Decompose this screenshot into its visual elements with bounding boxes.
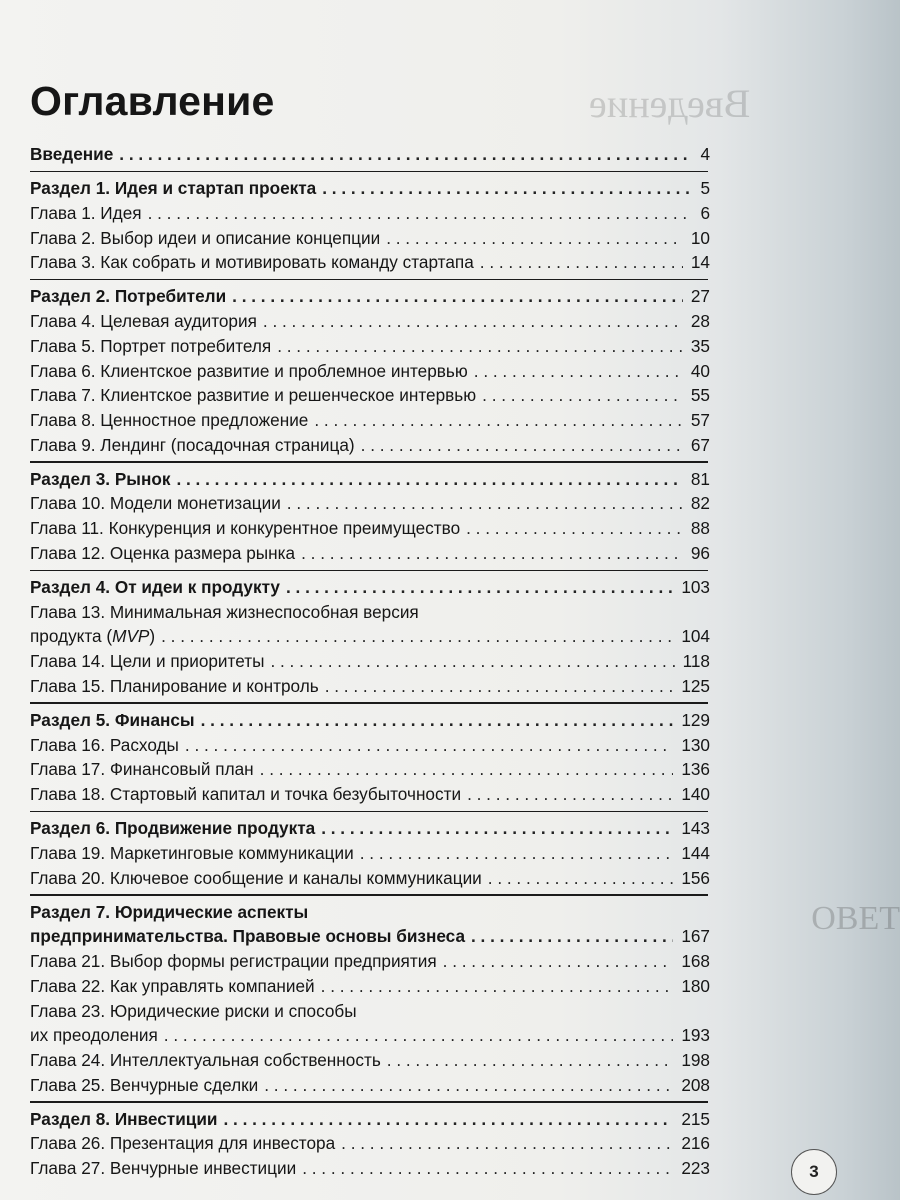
toc-entry-title: Глава 7. Клиентское развитие и решенческое интервью: [30, 385, 477, 406]
toc-page-number: 6: [700, 202, 710, 223]
toc-entry-title: Глава 11. Конкуренция и конкурентное преимущество: [30, 518, 461, 539]
toc-entry-title: Раздел 4. От идеи к продукту: [30, 577, 280, 597]
toc-chapter-row[interactable]: [30, 949, 710, 974]
toc-page-number: 144: [681, 842, 710, 863]
toc-chapter-row[interactable]: [30, 491, 710, 516]
dot-leader: [301, 541, 683, 566]
toc-section-row[interactable]: [30, 284, 710, 309]
toc-entry-title: Глава 14. Цели и приоритеты: [30, 651, 265, 672]
section-divider: [30, 894, 708, 896]
toc-chapter-row[interactable]: [30, 433, 710, 458]
dot-leader: [232, 284, 683, 309]
toc-section-row[interactable]: [30, 924, 710, 949]
toc-chapter-row[interactable]: [30, 649, 710, 674]
toc-entry-title: Глава 3. Как собрать и мотивировать команду стартапа: [30, 252, 474, 273]
toc-page-number: 125: [681, 675, 710, 696]
toc-entry-title: Глава 21. Выбор формы регистрации предприятия: [30, 951, 437, 972]
toc-page-number: 130: [681, 734, 710, 755]
toc-entry-title: Глава 22. Как управлять компанией: [30, 975, 315, 996]
toc-entry-title: Глава 2. Выбор идеи и описание концепции: [30, 227, 381, 248]
dot-leader: [148, 201, 693, 226]
toc-entry-title: Раздел 5. Финансы: [30, 709, 195, 730]
dot-leader: [185, 733, 673, 758]
dot-leader: [270, 649, 674, 674]
toc-chapter-row[interactable]: [30, 226, 710, 251]
toc-page-number: 10: [690, 227, 710, 248]
toc-page-number: 215: [681, 1108, 710, 1129]
toc-chapter-row[interactable]: [30, 600, 710, 625]
section-divider: [30, 811, 708, 813]
section-divider: [30, 570, 708, 572]
toc-entry-title: Глава 17. Финансовый план: [30, 759, 254, 780]
dot-leader: [488, 866, 674, 891]
page-heading: Оглавление: [30, 78, 275, 124]
toc-page-number: 35: [690, 335, 710, 356]
toc-page-number: 216: [681, 1133, 710, 1154]
toc-page-number: 140: [681, 784, 710, 804]
toc-page-number: 156: [681, 867, 710, 888]
dot-leader: [467, 782, 673, 807]
bleed-through-side-text: ОВЕТ: [811, 900, 900, 937]
dot-leader: [466, 516, 683, 541]
dot-leader: [223, 1107, 673, 1132]
toc-page-number: 167: [681, 926, 710, 947]
toc-page-number: 4: [700, 144, 710, 164]
toc-entry-title: Глава 5. Портрет потребителя: [30, 335, 272, 356]
toc-chapter-row[interactable]: [30, 250, 710, 275]
toc-chapter-row[interactable]: [30, 1048, 710, 1073]
toc-chapter-row[interactable]: [30, 334, 710, 359]
toc-entry-title: Глава 26. Презентация для инвестора: [30, 1133, 336, 1154]
toc-page-number: 28: [690, 311, 710, 332]
dot-leader: [119, 142, 692, 167]
dot-leader: [264, 1073, 673, 1098]
toc-section-row[interactable]: [30, 142, 710, 167]
toc-chapter-row[interactable]: [30, 782, 710, 807]
toc-page-number: 180: [681, 975, 710, 996]
toc-entry-title: Глава 6. Клиентское развитие и проблемное интервью: [30, 360, 468, 381]
toc-chapter-row[interactable]: [30, 841, 710, 866]
dot-leader: [263, 309, 683, 334]
toc-page-number: 168: [681, 951, 710, 972]
toc-page-number: 55: [690, 385, 710, 406]
toc-page-number: 129: [681, 709, 710, 730]
toc-entry-title: Раздел 2. Потребители: [30, 286, 227, 307]
toc-entry-title: их преодоления: [30, 1025, 158, 1046]
section-divider: [30, 702, 708, 704]
section-divider: [30, 279, 708, 281]
dot-leader: [480, 250, 683, 275]
toc-page-number: 198: [681, 1049, 710, 1070]
toc-page-number: 208: [681, 1074, 710, 1095]
toc-section-row[interactable]: [30, 176, 710, 201]
toc-entry-title: Глава 15. Планирование и контроль: [30, 675, 319, 696]
toc-entry-title: продукта (MVP): [30, 626, 156, 647]
toc-page-number: 193: [681, 1025, 710, 1046]
dot-leader: [302, 1156, 673, 1181]
toc-entry-title: Раздел 7. Юридические аспекты: [30, 901, 309, 922]
toc-chapter-row[interactable]: [30, 1131, 710, 1156]
toc-section-row[interactable]: [30, 1107, 710, 1132]
dot-leader: [321, 974, 674, 999]
toc-chapter-row[interactable]: [30, 1156, 710, 1181]
toc-entry-title: Глава 16. Расходы: [30, 734, 179, 755]
section-divider: [30, 171, 708, 173]
toc-entry-title: Глава 25. Венчурные сделки: [30, 1074, 259, 1095]
toc-entry-title: Глава 19. Маркетинговые коммуникации: [30, 842, 354, 863]
dot-leader: [286, 575, 673, 600]
toc-page-number: 57: [690, 409, 710, 430]
toc-entry-title: Глава 10. Модели монетизации: [30, 493, 281, 514]
toc-page-number: [702, 999, 710, 1024]
section-divider: [30, 461, 708, 463]
toc-page-number: 96: [690, 542, 710, 563]
dot-leader: [164, 1023, 674, 1048]
toc-chapter-row[interactable]: [30, 866, 710, 891]
toc-chapter-row[interactable]: [30, 541, 710, 566]
dot-leader: [387, 1048, 674, 1073]
dot-leader: [260, 757, 674, 782]
toc-section-row[interactable]: [30, 900, 710, 925]
toc-section-row[interactable]: [30, 816, 710, 841]
page-number-badge: 3: [791, 1149, 837, 1195]
toc-page-number: 27: [690, 286, 710, 307]
toc-chapter-row[interactable]: [30, 1073, 710, 1098]
toc-entry-title: Глава 23. Юридические риски и способы: [30, 1000, 357, 1021]
toc-chapter-row[interactable]: [30, 999, 710, 1024]
toc-entry-title: Раздел 6. Продвижение продукта: [30, 818, 316, 839]
toc-page-number: 136: [681, 759, 710, 780]
toc-entry-title: Раздел 1. Идея и стартап проекта: [30, 178, 317, 199]
dot-leader: [321, 816, 673, 841]
toc-page-number: 14: [690, 252, 710, 273]
toc-entry-title: Глава 1. Идея: [30, 202, 142, 223]
toc-page-number: [702, 600, 710, 625]
dot-leader: [277, 334, 683, 359]
dot-leader: [471, 924, 673, 949]
toc-page-number: 223: [681, 1158, 710, 1179]
toc-entry-title: Глава 8. Ценностное предложение: [30, 409, 309, 430]
toc-chapter-row[interactable]: [30, 674, 710, 699]
dot-leader: [360, 841, 674, 866]
toc-section-row[interactable]: [30, 575, 710, 600]
toc-page-number: 88: [690, 518, 710, 539]
toc-entry-title: Раздел 8. Инвестиции: [30, 1108, 218, 1129]
dot-leader: [482, 383, 683, 408]
section-divider: [30, 1101, 708, 1103]
toc-chapter-row[interactable]: [30, 309, 710, 334]
toc-page-number: 82: [690, 493, 710, 514]
toc-chapter-row[interactable]: [30, 383, 710, 408]
dot-leader: [443, 949, 674, 974]
dot-leader: [201, 708, 674, 733]
toc-section-row[interactable]: [30, 467, 710, 492]
table-of-contents: [30, 142, 710, 1181]
toc-page-number: 118: [682, 651, 710, 672]
toc-chapter-row[interactable]: [30, 624, 710, 649]
toc-page-number: 5: [700, 178, 710, 199]
toc-page-number: 103: [681, 577, 710, 597]
dot-leader: [161, 624, 673, 649]
toc-entry-title: Глава 24. Интеллектуальная собственность: [30, 1049, 381, 1070]
dot-leader: [322, 176, 692, 201]
toc-page-number: 143: [681, 818, 710, 839]
toc-entry-title: Глава 18. Стартовый капитал и точка безубыточности: [30, 784, 462, 804]
dot-leader: [176, 467, 682, 492]
toc-chapter-row[interactable]: [30, 974, 710, 999]
toc-entry-title: Глава 27. Венчурные инвестиции: [30, 1158, 297, 1179]
toc-chapter-row[interactable]: [30, 757, 710, 782]
toc-chapter-row[interactable]: [30, 1023, 710, 1048]
toc-entry-title: Глава 13. Минимальная жизнеспособная версия: [30, 601, 419, 622]
toc-entry-title: Глава 12. Оценка размера рынка: [30, 542, 296, 563]
toc-chapter-row[interactable]: [30, 201, 710, 226]
toc-chapter-row[interactable]: [30, 359, 710, 384]
toc-page-number: [702, 900, 710, 925]
bleed-through-title: Введение: [588, 81, 750, 126]
toc-page-number: 67: [690, 434, 710, 455]
dot-leader: [325, 674, 674, 699]
dot-leader: [361, 433, 683, 458]
toc-chapter-row[interactable]: [30, 408, 710, 433]
dot-leader: [474, 359, 683, 384]
toc-section-row[interactable]: [30, 708, 710, 733]
toc-entry-title: предпринимательства. Правовые основы бизнеса: [30, 926, 465, 947]
dot-leader: [341, 1131, 673, 1156]
toc-entry-title: Глава 4. Целевая аудитория: [30, 311, 257, 332]
toc-entry-title: Введение: [30, 144, 114, 164]
dot-leader: [314, 408, 683, 433]
toc-chapter-row[interactable]: [30, 733, 710, 758]
toc-page-number: 81: [690, 468, 710, 489]
dot-leader: [386, 226, 683, 251]
toc-entry-title: Глава 20. Ключевое сообщение и каналы коммуникации: [30, 867, 482, 888]
toc-page-number: 40: [690, 360, 710, 381]
toc-page-number: 104: [681, 626, 710, 647]
dot-leader: [287, 491, 683, 516]
toc-entry-title: Раздел 3. Рынок: [30, 468, 171, 489]
toc-entry-title: Глава 9. Лендинг (посадочная страница): [30, 434, 355, 455]
toc-chapter-row[interactable]: [30, 516, 710, 541]
